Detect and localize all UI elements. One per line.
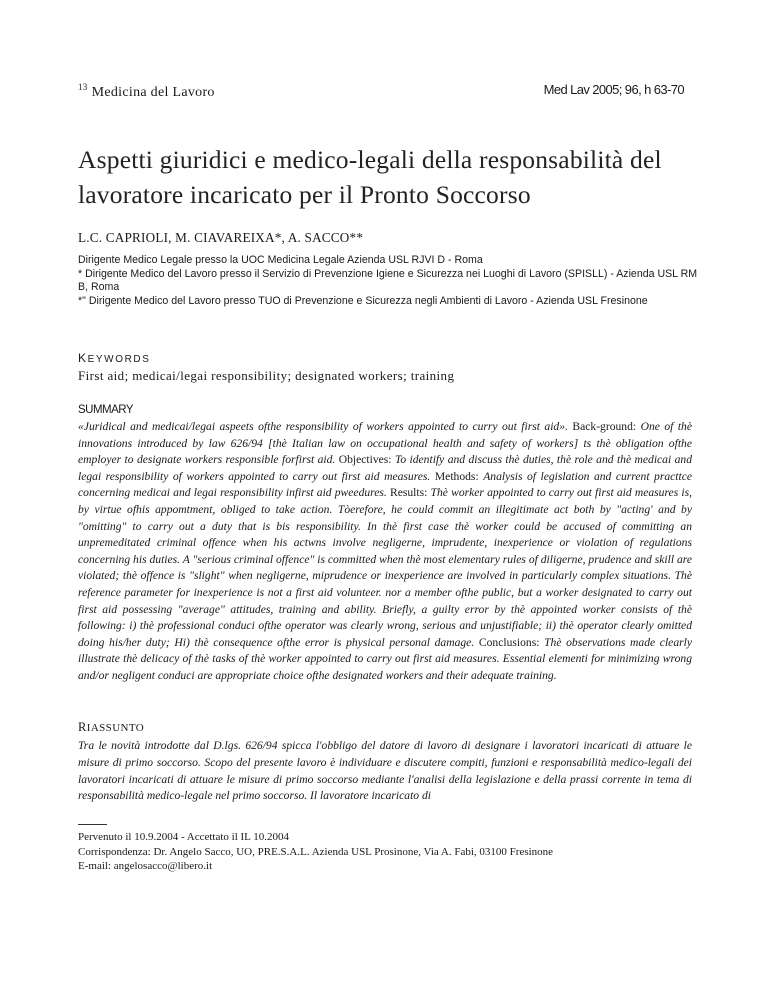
- affiliation-1: Dirigente Medico Legale presso la UOC Medicina Legale Azienda USL RJVI D - Roma: [78, 254, 483, 266]
- background-label: Back-ground:: [572, 420, 637, 433]
- journal-name: Medicina del Lavoro: [91, 85, 215, 100]
- objectives-label: Objectives:: [338, 453, 392, 467]
- journal-citation: Med Lav 2005; 96, h 63-70: [543, 82, 684, 97]
- article-title: Aspetti giuridici e medico-legali della responsabilità del lavoratore incaricato per il Pronto Soccorso: [78, 145, 662, 209]
- affiliation-3: *" Dirigente Medico del Lavoro presso TUO di Prevenzione e Sicurezza negli Ambienti di Lavoro - Azienda USL Fresinone: [78, 294, 648, 307]
- footnote-divider: [78, 824, 107, 825]
- methods-text: Analysis of legislation and current practtce concerning medicai and legai responsibility infirst aid pweedures.: [78, 469, 693, 500]
- summary-heading: SUMMARY: [78, 404, 134, 416]
- author-list: [78, 230, 363, 246]
- conclusions-label: Conclusions:: [478, 635, 540, 649]
- journal-header: [78, 82, 215, 101]
- correspondence: Corrispondenza: Dr. Angelo Sacco, UO, PRE.S.A.L. Azienda USL Prosinone, Via A. Fabi, 03100 Fresinone: [78, 845, 554, 858]
- riassunto-heading: RIASSUNTO: [78, 720, 145, 734]
- keywords-heading: KEYWORDS: [78, 351, 151, 365]
- author-1: L.C. CAPRIOLI,: [78, 230, 176, 245]
- objectives-text: To identify and discuss thè duties, thè role and thè medicai and legai responsibility of workers appointed to carry out first aid measures.: [78, 453, 692, 483]
- riassunto-body: Tra le novità introdotte dal D.lgs. 626/94 spicca l'obbligo del datore di lavoro di designare i lavoratori incaricati di attuare le misure di primo soccorso. Scopo del presente lavoro è individuare e discutere compiti, funzioni e responsabilità medico-legali dei lavoratori incaricati di attuare le misure di primo soccorso mediante l'analisi della legislazione e della prassi corrente in tema di responsabilità medico-legale nel primo soccorso. Il lavoratore incaricato di: [78, 739, 692, 803]
- affiliations: [78, 254, 698, 308]
- footnote: [78, 830, 553, 874]
- email-line: E-mail: angelosacco@libero.it: [78, 860, 213, 872]
- page-note-number: 13: [78, 82, 88, 92]
- summary-title: «Juridical and medicai/legai aspeets ofthe responsibility of workers appointed to curry out first aid».: [78, 420, 568, 433]
- background-text: One of thè innovations introduced by law 626/94 [thè Italian law on occupational health and safety of workers] ts thè obligation ofthe employer to designate workers responsible forfirst aid.: [78, 420, 692, 467]
- received-dates: Pervenuto il 10.9.2004 - Accettato il IL 10.2004: [78, 831, 289, 843]
- results-text: Thè worker appointed to carry out first aid measures is, by virtue ofhis appomtment, obliged to take action. Tòerefore, he could commit an illegitimate act both by "acting' and by "omitting" to carry out a duty that is bis responsibility. In thè first case thè worker could be accused of committing an unpremeditated criminal offence when his actwns involve negligerne, imprudente, inexperience or violation of regulations concerning his duties. A "serious criminal offence" is committed when thè most elementary rules of diligerne, prudence and skill are violated; thè offence is "slight" when negligerne, miprudence or inexperience are involved in particularly complex situations. Thè reference parameter for inexperience is not a first aid volunteer. nor a member ofthe public, but a worker designated to carry out first aid possessing "average" attitudes, training and ability. Briefly, a guilty error by thè appointed worker consists of thè following: i) thè professional conduci ofthe operator was clearly wrong, serious and unjustifiable; ii) thè operator clearly omitted doing his/her duty; Hi) thè consequence ofthe error is physical personal damage.: [78, 486, 693, 649]
- author-2: M. CIAVAREIXA*,: [175, 230, 288, 245]
- keywords-text: First aid; medicai/legai responsibility; designated workers; training: [78, 368, 455, 383]
- summary-body: [78, 419, 692, 685]
- author-3: A. SACCO**: [287, 230, 364, 245]
- conclusions-text: Thè observations made clearly illustrate thè delicacy of thè tasks of thè worker appointed to carry out first aid measures. Essential elementi for minimizing wrong and/or negligent conduci are appropriate choice ofthe designated workers and their adequate training.: [78, 635, 692, 682]
- affiliation-2: * Dirigente Medico del Lavoro presso il Servizio di Prevenzione Igiene e Sicurezza nei Luoghi di Lavoro (SPISLL) - Azienda USL RM B, Roma: [78, 267, 698, 294]
- results-label: Results:: [389, 486, 428, 500]
- methods-label: Methods:: [434, 469, 479, 483]
